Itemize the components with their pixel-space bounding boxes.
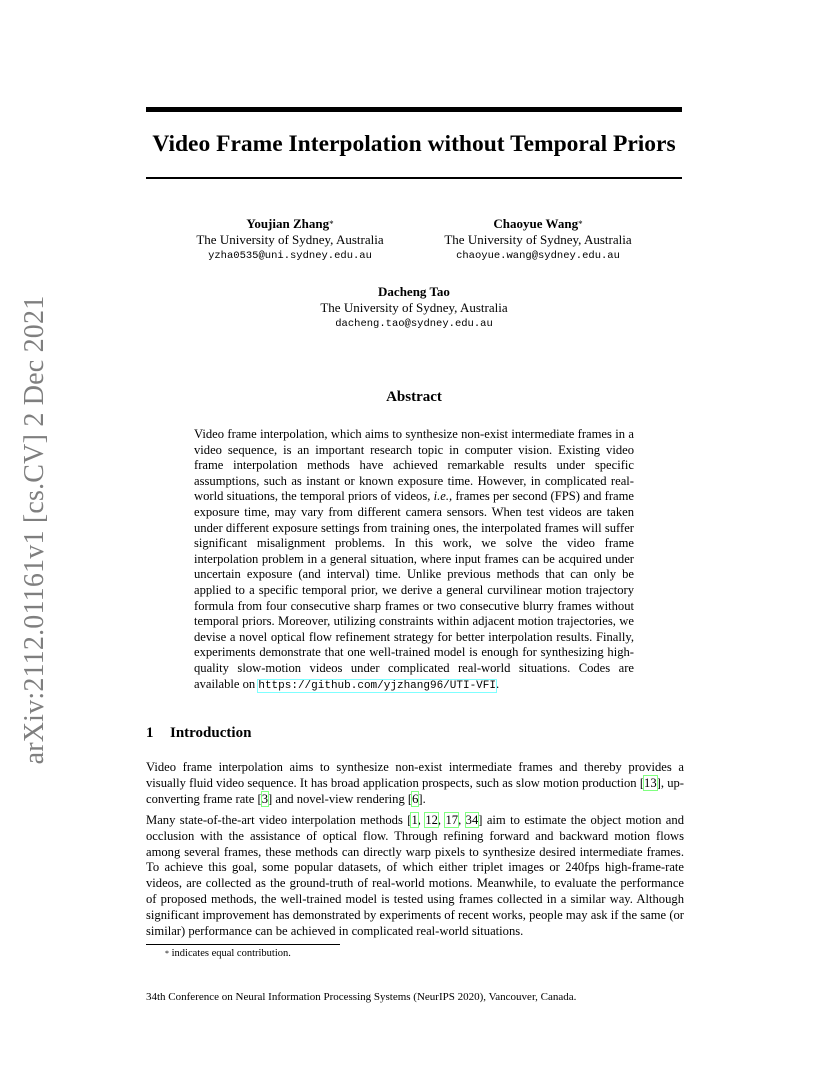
title-bottom-rule [146,177,682,179]
author-block-1 [186,216,394,264]
citation-link[interactable]: 3 [261,791,269,806]
citation-link[interactable]: 13 [644,775,657,790]
author-block-2 [432,216,644,264]
venue-note: 34th Conference on Neural Information Processing Systems (NeurIPS 2020), Vancouver, Canada. [146,991,577,1003]
intro-paragraph-1: Video frame interpolation aims to synthesize non-exist intermediate frames and thereby provides a visually fluid video sequence. It has broad application prospects, such as slow motion production [13], up-converting frame rate [3] and novel-view rendering [6]. [146,760,685,806]
citation-link[interactable]: 12 [425,813,438,827]
footnote-text: indicates equal contribution. [169,948,291,959]
author-affiliation: The University of Sydney, Australia [320,300,508,315]
footnote [165,947,291,961]
section-title: Introduction [170,725,252,741]
citation-link[interactable]: 1 [411,813,418,827]
author-affiliation: The University of Sydney, Australia [444,232,632,247]
author-affiliation: The University of Sydney, Australia [196,232,384,247]
section-number: 1 [146,725,154,741]
author-email[interactable]: dacheng.tao@sydney.edu.au [335,318,493,330]
paper-title: Video Frame Interpolation without Temporal Priors [152,131,676,157]
author-name: Youjian Zhang* [246,216,334,231]
equal-contribution-mark: * [329,219,334,229]
arxiv-id-text: arXiv:2112.01161v1 [cs.CV] 2 Dec 2021 [19,295,50,765]
author-block-3 [310,284,518,332]
section-heading [146,725,251,742]
abstract-body: Video frame interpolation, which aims to synthesize non-exist intermediate frames in a video sequence, is an important research topic in computer vision. Existing video frame interpolation methods have achieved remarkable results under specific assumptions, such as instant or known exposure time. However, in complicated real-world situations, the temporal priors of videos, i.e., frames per second (FPS) and frame exposure time, may vary from different camera sensors. When test videos are taken under different exposure settings from training ones, the interpolated frames will suffer significant misalignment problems. In this work, we solve the video frame interpolation problem in a general situation, where input frames can be acquired under uncertain exposure (and interval) time. Unlike previous methods that can only be applied to a specific temporal prior, we derive a general curvilinear motion trajectory formula from four consecutive sharp frames or two consecutive blurry frames without temporal priors. Moreover, utilizing constraints within adjacent motion trajectories, we devise a novel optical flow refinement strategy for better interpolation results. Finally, experiments demonstrate that one well-trained model is enough for synthesizing high-quality slow-motion videos under complicated real-world situations. Codes are available on https://github.com/yjzhang96/UTI-VFI. [194,427,634,692]
intro-paragraph-2: Many state-of-the-art video interpolation methods [1, 12, 17, 34] aim to estimate the object motion and occlusion with the assistance of optical flow. Through refining forward and backward motion flows among several frames, these methods can directly warp pixels to synthesize desired intermediate frames. To achieve this goal, some popular datasets, of which either triplet images or 240fps high-frame-rate videos, are collected as the ground-truth of real-world motions. Meanwhile, to evaluate the performance of proposed methods, the well-trained model is tested using frames collected in a similar way. Although significant improvement has demonstrated by experiments of recent works, people may ask if the same (or similar) performance can be achieved in complicated real-world situations. [146,813,684,938]
author-name: Dacheng Tao [378,284,450,299]
author-name: Chaoyue Wang* [493,216,583,231]
citation-link[interactable]: 17 [445,813,459,827]
citation-link[interactable]: 6 [412,791,419,806]
code-link[interactable]: https://github.com/yjzhang96/UTI-VFI [258,679,496,692]
abstract-heading: Abstract [386,389,442,405]
arxiv-identifier [14,290,56,770]
citation-link[interactable]: 34 [465,813,479,827]
title-top-rule [146,107,682,112]
equal-contribution-mark: * [578,219,583,229]
footnote-rule [146,944,340,945]
author-email[interactable]: chaoyue.wang@sydney.edu.au [456,250,620,262]
footnote-mark: * [165,949,169,958]
author-email[interactable]: yzha0535@uni.sydney.edu.au [208,250,372,262]
